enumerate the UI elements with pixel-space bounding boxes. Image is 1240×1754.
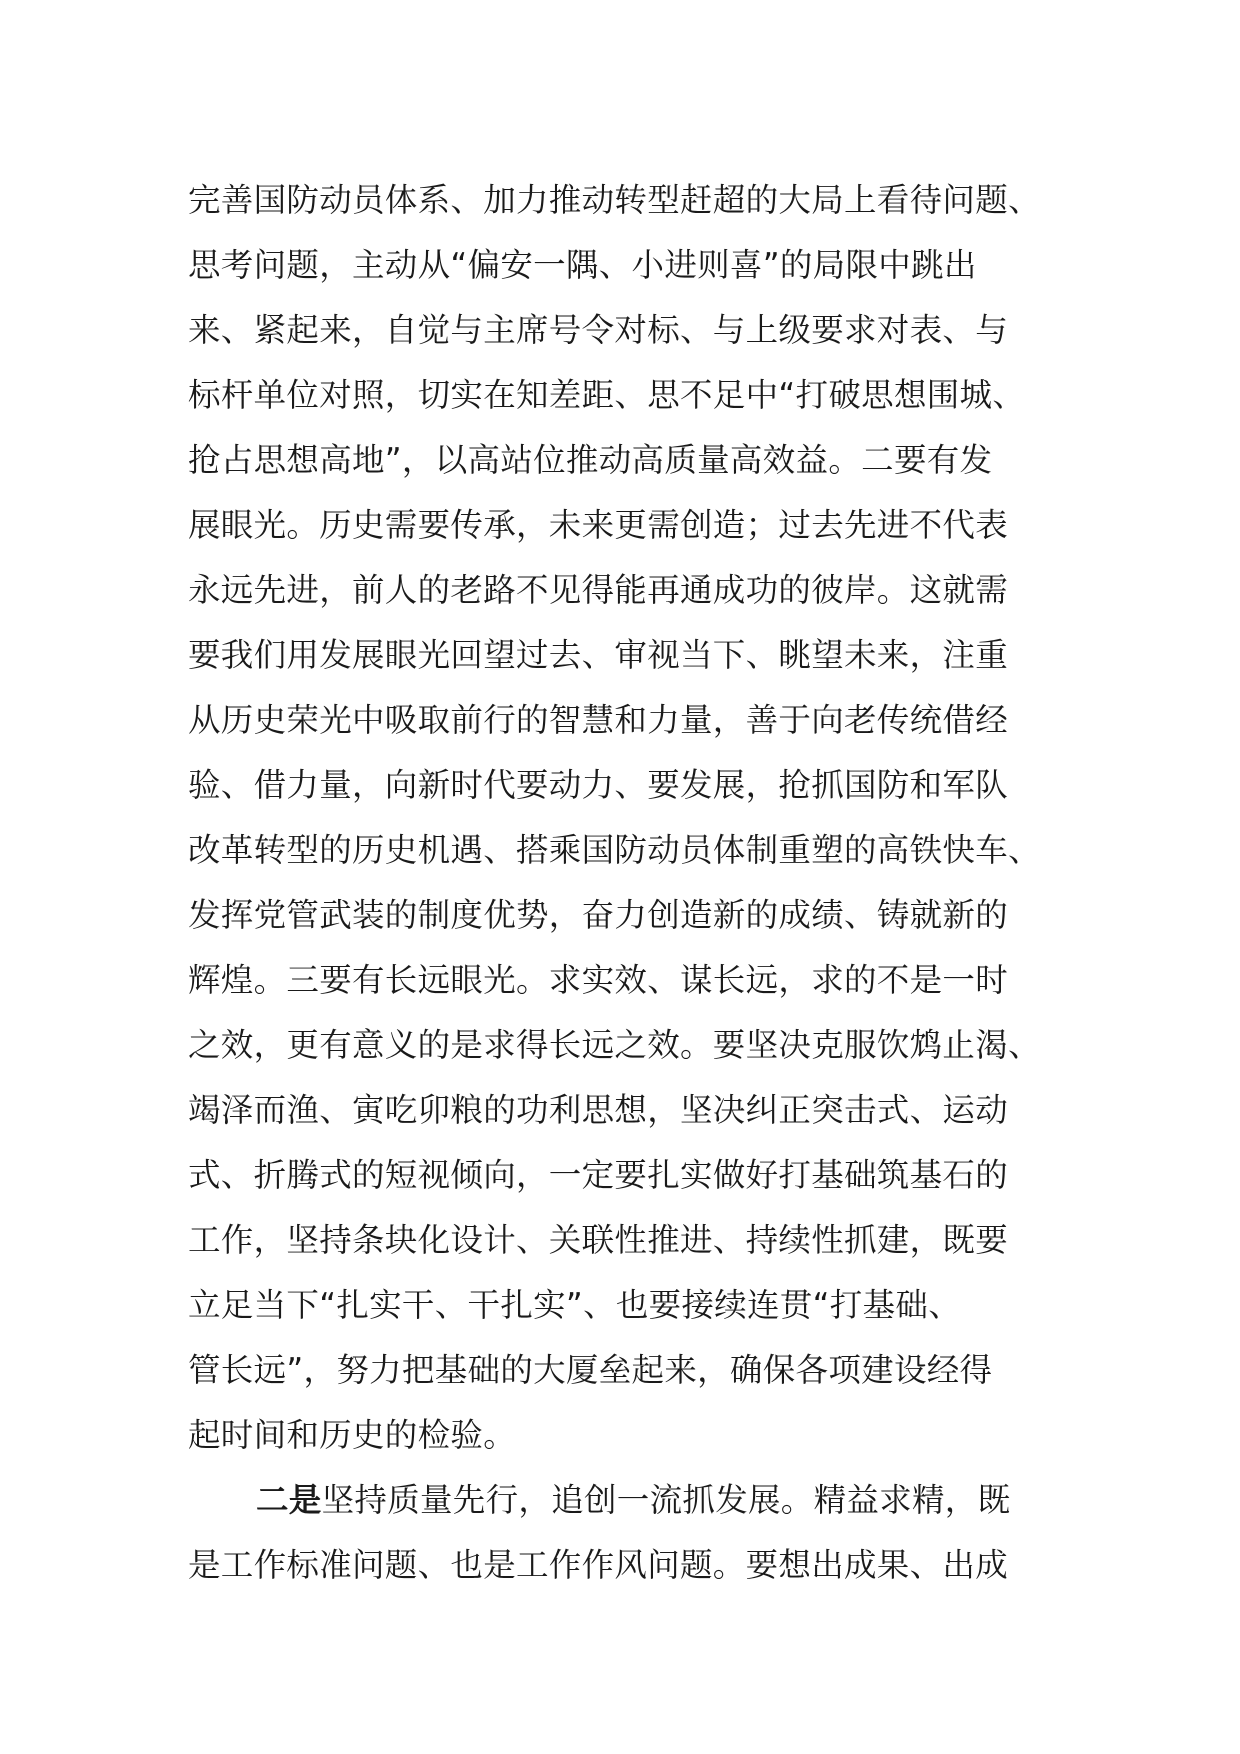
text-line: 要我们用发展眼光回望过去、审视当下、眺望未来，注重 bbox=[188, 636, 1009, 674]
paragraph-2-lead: 二是 bbox=[256, 1481, 322, 1519]
text-line: 来、紧起来，自觉与主席号令对标、与上级要求对表、与 bbox=[188, 311, 1009, 349]
text-line: 立足当下“扎实干、干扎实”、也要接续连贯“打基础、 bbox=[188, 1286, 962, 1324]
text-line: 是工作标准问题、也是工作作风问题。要想出成果、出成 bbox=[188, 1546, 1009, 1584]
text-line: 管长远”，努力把基础的大厦垒起来，确保各项建设经得 bbox=[188, 1351, 993, 1389]
text-line: 发挥党管武装的制度优势，奋力创造新的成绩、铸就新的 bbox=[188, 896, 1009, 934]
text-line: 标杆单位对照，切实在知差距、思不足中“打破思想围城、 bbox=[188, 376, 1026, 414]
text-line: 式、折腾式的短视倾向，一定要扎实做好打基础筑基石的 bbox=[188, 1156, 1009, 1194]
text-line: 工作，坚持条块化设计、关联性推进、持续性抓建，既要 bbox=[188, 1221, 1009, 1259]
text-line: 辉煌。三要有长远眼光。求实效、谋长远，求的不是一时 bbox=[188, 961, 1009, 999]
paragraph-2-first-line bbox=[188, 1468, 1060, 1533]
text-line: 改革转型的历史机遇、搭乘国防动员体制重塑的高铁快车、 bbox=[188, 831, 1041, 869]
text-line: 竭泽而渔、寅吃卯粮的功利思想，坚决纠正突击式、运动 bbox=[188, 1091, 1009, 1129]
text-line: 永远先进，前人的老路不见得能再通成功的彼岸。这就需 bbox=[188, 571, 1009, 609]
text-line: 起时间和历史的检验。 bbox=[188, 1416, 517, 1454]
body-text bbox=[188, 168, 1060, 1598]
text-line: 验、借力量，向新时代要动力、要发展，抢抓国防和军队 bbox=[188, 766, 1009, 804]
text-line: 思考问题，主动从“偏安一隅、小进则喜”的局限中跳出 bbox=[188, 246, 977, 284]
text-line: 之效，更有意义的是求得长远之效。要坚决克服饮鸩止渴、 bbox=[188, 1026, 1041, 1064]
text-line: 展眼光。历史需要传承，未来更需创造；过去先进不代表 bbox=[188, 506, 1009, 544]
paragraph-2-text: 坚持质量先行，追创一流抓发展。精益求精，既 bbox=[321, 1481, 1011, 1519]
text-line: 完善国防动员体系、加力推动转型赶超的大局上看待问题、 bbox=[188, 181, 1041, 219]
text-line: 从历史荣光中吸取前行的智慧和力量，善于向老传统借经 bbox=[188, 701, 1009, 739]
text-line: 抢占思想高地”，以高站位推动高质量高效益。二要有发 bbox=[188, 441, 993, 479]
